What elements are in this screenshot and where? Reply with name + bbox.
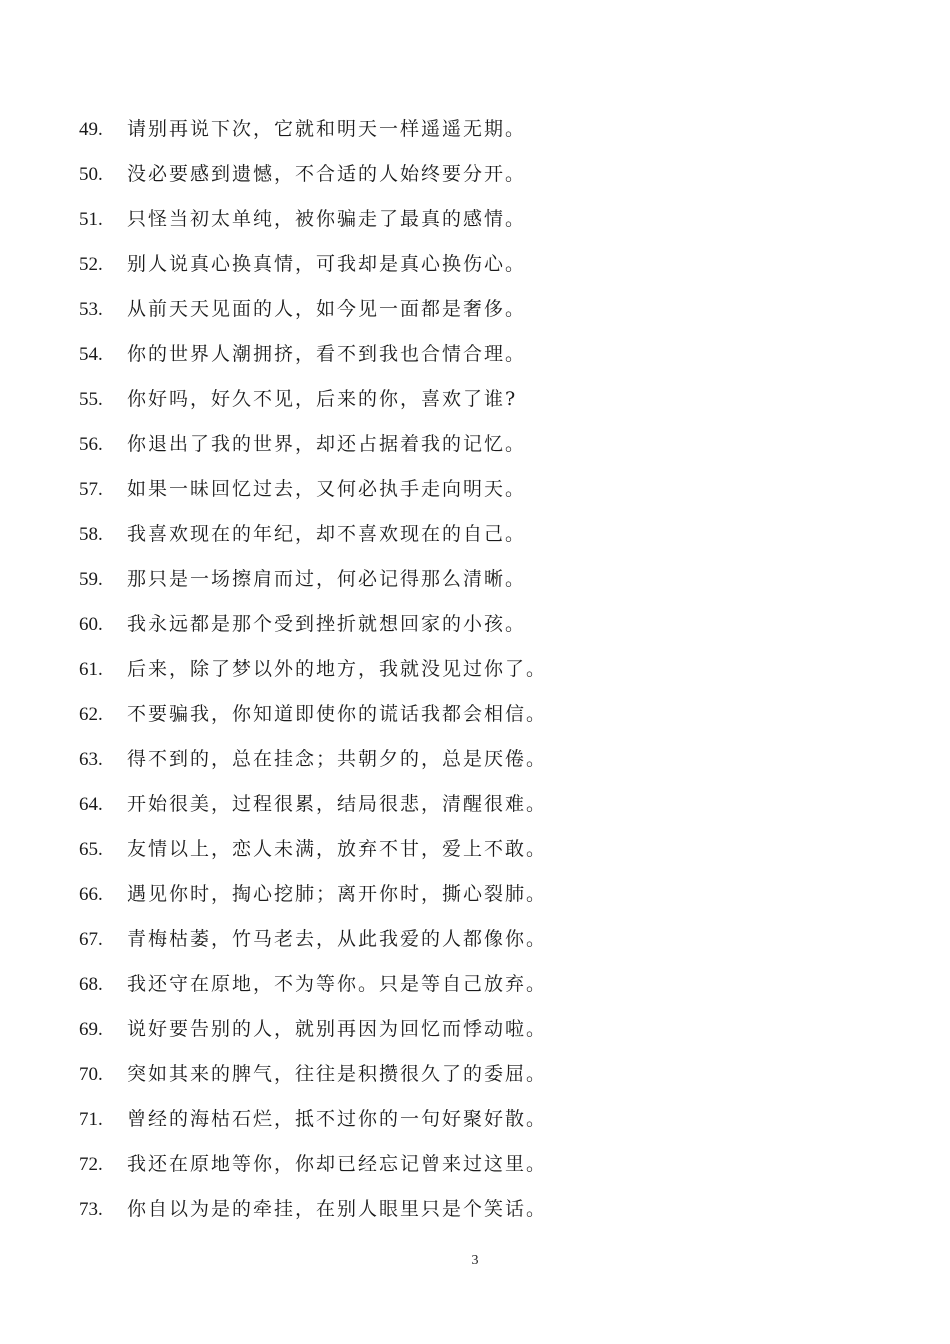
list-item (0, 1187, 950, 1232)
item-number: 73. (79, 1199, 103, 1220)
item-number: 70. (79, 1064, 103, 1085)
item-number: 50. (79, 164, 103, 185)
item-number: 54. (79, 344, 103, 365)
list-item (0, 332, 950, 377)
item-number: 53. (79, 299, 103, 320)
item-number: 69. (79, 1019, 103, 1040)
item-text: 你退出了我的世界，却还占据着我的记忆。 (127, 433, 527, 455)
list-item (0, 647, 950, 692)
item-number: 65. (79, 839, 103, 860)
item-text: 我永远都是那个受到挫折就想回家的小孩。 (127, 613, 527, 635)
item-text: 我喜欢现在的年纪，却不喜欢现在的自己。 (127, 523, 527, 545)
item-number: 55. (79, 389, 103, 410)
item-number: 63. (79, 749, 103, 770)
list-item (0, 917, 950, 962)
list-item (0, 827, 950, 872)
list-item (0, 1142, 950, 1187)
item-number: 58. (79, 524, 103, 545)
item-text: 我还在原地等你，你却已经忘记曾来过这里。 (127, 1153, 548, 1175)
item-text: 突如其来的脾气，往往是积攒很久了的委屈。 (127, 1063, 548, 1085)
quote-list (0, 107, 950, 1232)
list-item (0, 1052, 950, 1097)
list-item (0, 512, 950, 557)
list-item (0, 197, 950, 242)
item-number: 67. (79, 929, 103, 950)
item-text: 请别再说下次，它就和明天一样遥遥无期。 (127, 118, 527, 140)
item-number: 72. (79, 1154, 103, 1175)
list-item (0, 557, 950, 602)
item-number: 60. (79, 614, 103, 635)
item-text: 友情以上，恋人未满，放弃不甘，爱上不敢。 (127, 838, 548, 860)
list-item (0, 872, 950, 917)
item-text: 遇见你时，掏心挖肺；离开你时，撕心裂肺。 (127, 883, 548, 905)
item-number: 49. (79, 119, 103, 140)
item-number: 62. (79, 704, 103, 725)
list-item (0, 377, 950, 422)
list-item (0, 287, 950, 332)
item-text: 青梅枯萎，竹马老去，从此我爱的人都像你。 (127, 928, 548, 950)
item-text: 别人说真心换真情，可我却是真心换伤心。 (127, 253, 527, 275)
item-text: 开始很美，过程很累，结局很悲，清醒很难。 (127, 793, 548, 815)
item-text: 得不到的，总在挂念；共朝夕的，总是厌倦。 (127, 748, 548, 770)
item-number: 61. (79, 659, 103, 680)
item-number: 68. (79, 974, 103, 995)
page-number: 3 (471, 1253, 479, 1268)
list-item (0, 152, 950, 197)
list-item (0, 1007, 950, 1052)
item-number: 64. (79, 794, 103, 815)
list-item (0, 1097, 950, 1142)
item-text: 曾经的海枯石烂，抵不过你的一句好聚好散。 (127, 1108, 548, 1130)
item-text: 不要骗我，你知道即使你的谎话我都会相信。 (127, 703, 548, 725)
item-text: 没必要感到遗憾，不合适的人始终要分开。 (127, 163, 527, 185)
item-number: 57. (79, 479, 103, 500)
list-item (0, 737, 950, 782)
item-number: 59. (79, 569, 103, 590)
list-item (0, 962, 950, 1007)
item-number: 71. (79, 1109, 103, 1130)
item-number: 51. (79, 209, 103, 230)
item-text: 从前天天见面的人，如今见一面都是奢侈。 (127, 298, 527, 320)
item-number: 66. (79, 884, 103, 905)
list-item (0, 782, 950, 827)
item-number: 56. (79, 434, 103, 455)
item-text: 只怪当初太单纯，被你骗走了最真的感情。 (127, 208, 527, 230)
item-text: 你好吗，好久不见，后来的你，喜欢了谁? (127, 388, 518, 410)
item-text: 你的世界人潮拥挤，看不到我也合情合理。 (127, 343, 527, 365)
list-item (0, 107, 950, 152)
item-text: 我还守在原地，不为等你。只是等自己放弃。 (127, 973, 548, 995)
list-item (0, 467, 950, 512)
item-text: 后来，除了梦以外的地方，我就没见过你了。 (127, 658, 548, 680)
item-text: 那只是一场擦肩而过，何必记得那么清晰。 (127, 568, 527, 590)
item-text: 如果一昧回忆过去，又何必执手走向明天。 (127, 478, 527, 500)
list-item (0, 422, 950, 467)
item-number: 52. (79, 254, 103, 275)
item-text: 说好要告别的人，就别再因为回忆而悸动啦。 (127, 1018, 548, 1040)
list-item (0, 602, 950, 647)
item-text: 你自以为是的牵挂，在别人眼里只是个笑话。 (127, 1198, 548, 1220)
list-item (0, 242, 950, 287)
list-item (0, 692, 950, 737)
